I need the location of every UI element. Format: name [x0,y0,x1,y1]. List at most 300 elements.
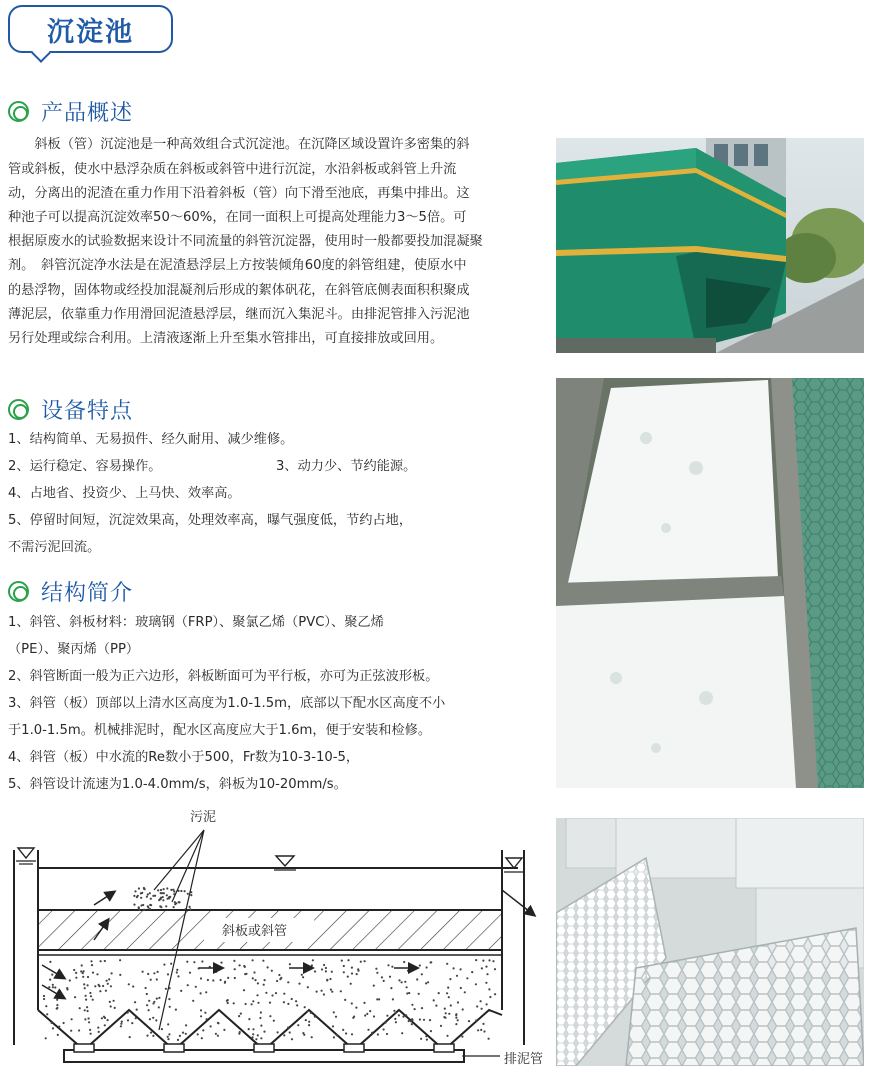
sludge-dot [217,1022,219,1024]
sludge-dot [71,1018,73,1020]
sludge-dot [150,898,152,900]
sludge-dot [376,972,378,974]
sludge-dot [52,986,54,988]
sludge-dot [494,968,496,970]
sludge-dot [381,976,383,978]
sludge-dot [170,889,172,891]
sludge-dot [406,986,408,988]
sludge-dot [204,1012,206,1014]
sludge-dot [356,973,358,975]
structure-item: 1、斜管、斜板材料：玻璃钢（FRP）、聚氯乙烯（PVC）、聚乙烯 [8,615,384,630]
sludge-dot [373,985,375,987]
sludge-dot [289,963,291,965]
sludge-dot [166,894,168,896]
sludge-dot [163,888,165,890]
sludge-dot [283,1034,285,1036]
sludge-dot [295,1000,297,1002]
sludge-dot [129,1036,131,1038]
sludge-dot [54,986,56,988]
sludge-dot [137,895,139,897]
sludge-dot [200,977,202,979]
sludge-dot [57,1034,59,1036]
sludge-dot [146,1004,148,1006]
sludge-dot [444,1008,446,1010]
sludge-dot [369,1010,371,1012]
overview-line: 种池子可以提高沉淀效率50～60%，在同一面积上可提高处理能力3～5倍。可 [8,210,467,225]
sludge-dot [312,959,314,961]
sludge-dot [446,1035,448,1037]
sludge-dot [185,1024,187,1026]
sludge-dot [101,1017,103,1019]
sludge-dot [108,978,110,980]
sludge-dot [143,909,145,911]
sludge-dot [80,970,82,972]
sludge-dot [201,1037,203,1039]
sludge-dot [133,904,135,906]
circle-bullet-icon [8,581,29,602]
sludge-dot [150,979,152,981]
sludge-dot [355,1007,357,1009]
sludge-dot [259,1017,261,1019]
sludge-dot [190,894,192,896]
sludge-dot [83,983,85,985]
sludge-dot [403,961,405,963]
sludge-dot [220,979,222,981]
sludge-dot [206,1018,208,1020]
sludge-dot [416,978,418,980]
sludge-dot [264,979,266,981]
sludge-dot [307,986,309,988]
sludge-dot [407,970,409,972]
sludge-dot [146,993,148,995]
sludge-dot [134,890,136,892]
sludge-dot [161,1028,163,1030]
sludge-dot [59,990,61,992]
sludge-dot [461,1036,463,1038]
sludge-dot [148,1000,150,1002]
sludge-dot [483,1030,485,1032]
sludge-dot [110,985,112,987]
sludge-dot [256,994,258,996]
sludge-dot [398,979,400,981]
sludge-dot [488,988,490,990]
sludge-dot [401,981,403,983]
sludge-dot [257,1002,259,1004]
features-heading [8,394,133,425]
tube-settler-photo [556,378,864,788]
sludge-dot [56,1004,58,1006]
sludge-dot [485,982,487,984]
sludge-dot [168,1033,170,1035]
sludge-dot [90,1033,92,1035]
sludge-dot [277,1031,279,1033]
sludge-dot [273,1020,275,1022]
sludge-dot [252,959,254,961]
sludge-dot [176,971,178,973]
sludge-dot [351,967,353,969]
sludge-dot [94,985,96,987]
sludge-dot [233,960,235,962]
sludge-dot [371,1032,373,1034]
sludge-dot [168,897,170,899]
sludge-dot [321,990,323,992]
sludge-dot [263,984,265,986]
sludge-dot [111,972,113,974]
sludge-dot [410,1020,412,1022]
sludge-dot [485,966,487,968]
sludge-dot [275,992,277,994]
sludge-dot [140,897,142,899]
sludge-dot [420,1038,422,1040]
sludge-dot [440,1025,442,1027]
page-title-box [8,5,173,53]
sludge-dot [133,895,135,897]
sludge-dot [411,1023,413,1025]
sludge-dot [88,1021,90,1023]
sludge-dot [426,966,428,968]
sludge-dot [87,984,89,986]
sludge-dot [383,980,385,982]
sludge-dot [157,971,159,973]
settler-diagram [4,800,552,1076]
sludge-dot [197,1033,199,1035]
sludge-dot [462,1008,464,1010]
sludge-dot [492,960,494,962]
sludge-dot [252,1033,254,1035]
sludge-dot [51,974,53,976]
sludge-dot [189,908,191,910]
sludge-dot [263,1031,265,1033]
sludge-dot [147,973,149,975]
sludge-dot [271,970,273,972]
sludge-dot [152,1017,154,1019]
sludge-dot [163,964,165,966]
sludge-dot [84,987,86,989]
sludge-dot [146,896,148,898]
sludge-dot [69,979,71,981]
sludge-dot [333,1036,335,1038]
sludge-dot [178,901,180,903]
sludge-dot [398,1014,400,1016]
sludge-dot [271,994,273,996]
sludge-dot [177,1039,179,1041]
sludge-dot [109,1001,111,1003]
sludge-dot [455,1017,457,1019]
feature-item: 不需污泥回流。 [8,540,101,555]
sludge-dot [89,1029,91,1031]
sludge-dot [162,899,164,901]
sludge-dot [257,982,259,984]
sludge-dot [448,996,450,998]
sludge-dot [447,987,449,989]
sludge-dot [170,963,172,965]
sludge-dot [43,995,45,997]
sludge-dot [446,963,448,965]
sludge-dot [106,980,108,982]
feature-item: 4、占地省、投资少、上马快、效率高。 [8,486,241,501]
sludge-dot [148,1009,150,1011]
sludge-dot [212,979,214,981]
sludge-dot [252,1000,254,1002]
sludge-dot [104,960,106,962]
sludge-dot [152,1002,154,1004]
sludge-dot [480,1000,482,1002]
sludge-dot [357,968,359,970]
sludge-dot [180,890,182,892]
sludge-dot [311,964,313,966]
sludge-dot [255,1038,257,1040]
sludge-dot [457,1019,459,1021]
sludge-dot [350,983,352,985]
sludge-dot [140,904,142,906]
sludge-dot [345,1032,347,1034]
sludge-dot [160,889,162,891]
sludge-dot [366,1013,368,1015]
sludge-dot [58,1026,60,1028]
sludge-dot [89,992,91,994]
structure-item: 5、斜管设计流速为1.0-4.0mm/s，斜板为10-20mm/s。 [8,777,347,792]
sludge-dot [243,989,245,991]
sludge-dot [305,1019,307,1021]
sludge-dot [283,1001,285,1003]
sludge-dot [184,890,186,892]
feature-item: 5、停留时间短，沉淀效果高，处理效率高，曝气强度低，节约占地， [8,513,413,528]
sludge-dot [364,960,366,962]
sludge-dot [331,971,333,973]
sludge-dot [192,1000,194,1002]
sludge-dot [445,1012,447,1014]
sludge-dot [386,1033,388,1035]
sludge-dot [418,993,420,995]
sludge-dot [489,996,491,998]
sludge-dot [494,993,496,995]
overview-title: 产品概述 [41,101,134,126]
sludge-dot [457,1001,459,1003]
sludge-dot [323,964,325,966]
sludge-dot [408,992,410,994]
sludge-dot [488,959,490,961]
sludge-dot [344,999,346,1001]
sludge-dot [149,892,151,894]
sludge-dot [227,999,229,1001]
structure-item: 于1.0-1.5m。机械排泥时，配水区高度应大于1.6m，便于安装和检修。 [8,723,432,738]
sludge-dot [99,990,101,992]
sludge-dot [121,1021,123,1023]
sludge-dot [120,1023,122,1025]
sludge-dot [238,1033,240,1035]
sludge-dot [102,985,104,987]
sludge-dot [234,977,236,979]
sludge-dot [149,908,151,910]
overview-line: 管或斜板，使水中悬浮杂质在斜板或斜管中进行沉淀，水沿斜板或斜管上升流 [8,162,457,177]
sludge-dot [364,1014,366,1016]
sludge-dot [70,1030,72,1032]
sludge-dot [401,1032,403,1034]
sludge-dot [215,971,217,973]
sludge-dot [426,1039,428,1041]
sludge-dot [120,1025,122,1027]
sludge-dot [456,975,458,977]
sludge-dot [134,1001,136,1003]
sludge-dot [278,974,280,976]
sludge-dot [135,1017,137,1019]
sludge-dot [81,964,83,966]
sludge-dot [85,995,87,997]
sludge-dot [476,1005,478,1007]
sludge-dot [187,893,189,895]
sludge-dot [343,965,345,967]
sludge-dot [343,971,345,973]
sludge-dot [158,1006,160,1008]
sludge-dot [351,1033,353,1035]
sludge-dot [443,1016,445,1018]
sludge-dot [74,996,76,998]
sludge-dot [260,1025,262,1027]
sludge-dot [245,1003,247,1005]
sludge-dot [311,1036,313,1038]
sludge-dot [114,1007,116,1009]
sludge-dot [296,1004,298,1006]
feature-item: 2、运行稳定、容易操作。 [8,459,162,474]
sludge-dot [449,978,451,980]
sludge-dot [84,1018,86,1020]
sludge-dot [384,1022,386,1024]
sludge-dot [167,1038,169,1040]
sludge-dot [455,1023,457,1025]
diagram-label-plates: 斜板或斜管 [222,924,288,939]
sludge-dot [195,986,197,988]
sludge-dot [83,970,85,972]
sludge-dot [107,983,109,985]
sludge-dot [438,992,440,994]
sludge-dot [138,909,140,911]
sludge-dot [193,961,195,963]
sludge-dot [73,969,75,971]
overview-line: 根据原废水的试验数据来设计不同流量的斜管沉淀器，使用时一般都要投加混凝聚 [8,234,483,249]
sludge-dot [119,974,121,976]
sludge-dot [200,992,202,994]
sludge-dot [177,975,179,977]
sludge-dot [90,995,92,997]
sludge-dot [289,1031,291,1033]
sludge-dot [303,1034,305,1036]
sludge-dot [269,1002,271,1004]
sludge-dot [152,1035,154,1037]
sludge-dot [86,1006,88,1008]
sludge-dot [406,992,408,994]
sludge-dot [347,976,349,978]
sludge-dot [75,977,77,979]
sludge-dot [51,1022,53,1024]
sludge-dot [147,893,149,895]
sludge-dot [155,1019,157,1021]
sludge-dot [351,972,353,974]
sludge-dot [291,1038,293,1040]
sludge-dot [201,960,203,962]
overview-heading [8,96,133,127]
sludge-dot [156,978,158,980]
sludge-dot [100,960,102,962]
sludge-dot [336,1034,338,1036]
sludge-dot [411,1004,413,1006]
sludge-dot [262,960,264,962]
structure-item: 4、斜管（板）中水流的Re数小于500，Fr数为10-3-10-5， [8,750,360,765]
sludge-dot [186,961,188,963]
sludge-dot [98,984,100,986]
sludge-dot [45,1037,47,1039]
sludge-dot [427,981,429,983]
sludge-dot [314,970,316,972]
sludge-dot [149,904,151,906]
sludge-dot [302,976,304,978]
sludge-dot [323,993,325,995]
sludge-dot [88,1017,90,1019]
sludge-dot [430,961,432,963]
sludge-dot [200,1009,202,1011]
sludge-dot [143,887,145,889]
sludge-dot [127,1019,129,1021]
sludge-dot [390,987,392,989]
sludge-dot [453,967,455,969]
sludge-dot [98,1031,100,1033]
sludge-dot [360,961,362,963]
sludge-dot [335,1016,337,1018]
sludge-dot [304,1006,306,1008]
sludge-dot [248,1028,250,1030]
sludge-dot [160,906,162,908]
tank-photo [556,138,864,353]
overview-line: 另行处理或综合利用。上清液逐渐上升至集水管排出，可直接排放或回用。 [8,331,444,346]
sludge-dot [205,991,207,993]
sludge-dot [63,1022,65,1024]
feature-item: 3、动力少、节约能源。 [276,459,417,474]
sludge-dot [79,1007,81,1009]
sludge-dot [408,1020,410,1022]
sludge-dot [301,974,303,976]
sludge-dot [326,979,328,981]
sludge-dot [187,984,189,986]
sludge-dot [297,1024,299,1026]
sludge-dot [128,983,130,985]
sludge-dot [254,979,256,981]
sludge-dot [488,1038,490,1040]
sludge-dot [468,1020,470,1022]
sludge-dot [103,1016,105,1018]
sludge-dot [314,1016,316,1018]
sludge-dot [330,989,332,991]
sludge-dot [331,991,333,993]
sludge-dot [136,1009,138,1011]
sludge-dot [321,968,323,970]
feature-item: 1、结构简单、无易损件、经久耐用、减少维修。 [8,432,294,447]
sludge-dot [52,1027,54,1029]
sludge-dot [43,998,45,1000]
sludge-dot [280,977,282,979]
sludge-dot [252,977,254,979]
sludge-dot [165,988,167,990]
sludge-dot [202,1029,204,1031]
sludge-dot [153,972,155,974]
sludge-dot [248,1018,250,1020]
sludge-dot [104,1024,106,1026]
sludge-dot [253,971,255,973]
sludge-dot [168,998,170,1000]
sludge-dot [244,966,246,968]
sludge-dot [446,992,448,994]
sludge-dot [238,1015,240,1017]
sludge-dot [78,1029,80,1031]
sludge-dot [55,976,57,978]
